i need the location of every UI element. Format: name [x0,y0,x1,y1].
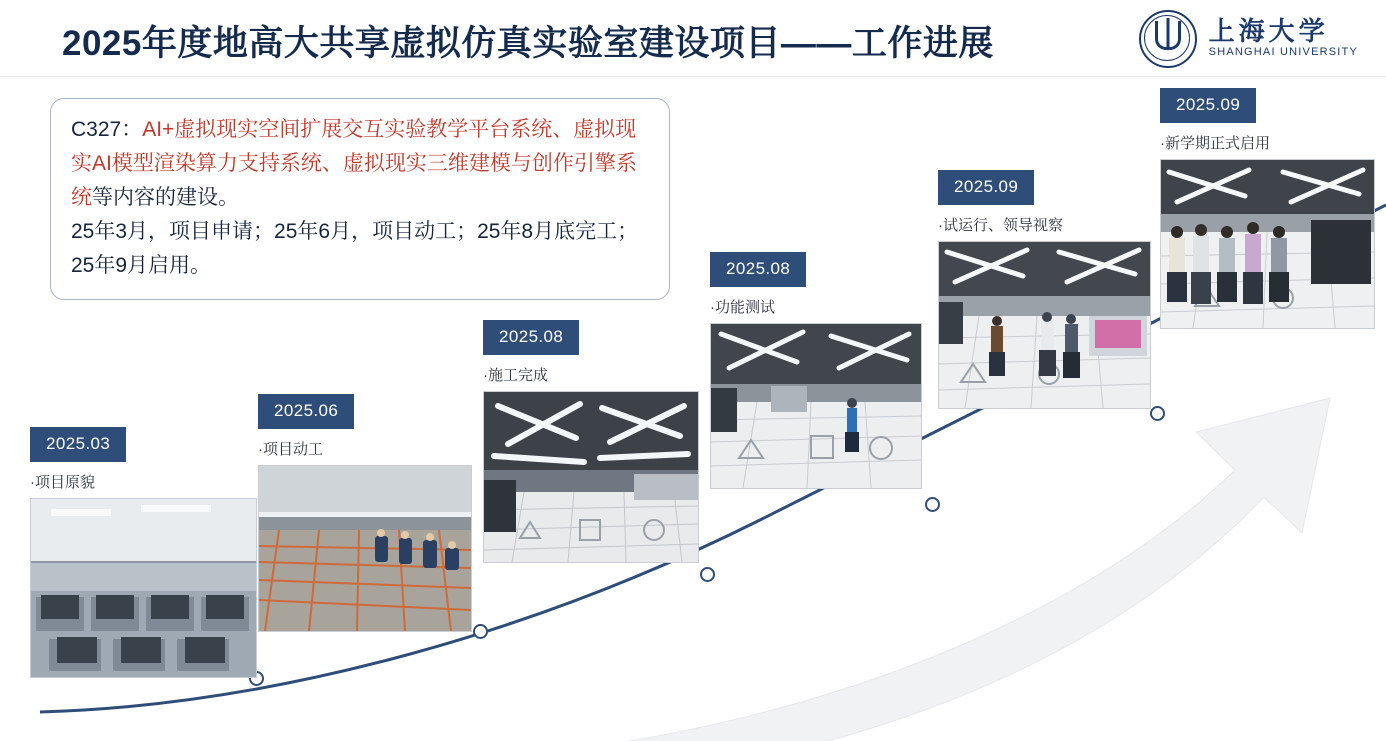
milestone-2-date: 2025.06 [258,394,354,429]
page-title: 2025年度地高大共享虚拟仿真实验室建设项目——工作进展 [62,24,994,63]
callout-suffix: 等内容的建设。 [92,186,239,210]
milestone-6-date: 2025.09 [1160,88,1256,123]
milestone-1-date: 2025.03 [30,427,126,462]
milestone-4-date: 2025.08 [710,252,806,287]
milestone-3-caption: ·施工完成 [483,367,548,384]
milestone-5-caption: ·试运行、领导视察 [938,217,1063,234]
milestone-6-photo [1160,159,1375,329]
milestone-5-date: 2025.09 [938,170,1034,205]
timeline-node-4 [925,497,940,512]
slide-header [0,0,1386,77]
milestone-6 [1160,88,1375,329]
milestone-2-photo [258,465,472,632]
callout-code: C327： [71,118,143,141]
milestone-4-caption: ·功能测试 [710,299,775,316]
callout-highlight: AI+虚拟现实空间扩展交互实验教学平台系统、虚拟现实AI模型渲染算力支持系统、虚拟现实三维建模与创作引擎系统 [71,118,637,210]
milestone-1 [30,427,257,678]
university-logo [1139,10,1358,68]
callout-line-1 [71,113,649,215]
project-description-callout [50,98,670,300]
milestone-5-photo [938,241,1151,409]
logo-text [1208,15,1358,61]
milestone-4-photo [710,323,922,489]
milestone-4 [710,252,922,489]
milestone-1-caption: ·项目原貌 [30,474,95,491]
logo-name-cn: 上海大学 [1208,15,1329,46]
milestone-2 [258,394,472,632]
milestone-3-date: 2025.08 [483,320,579,355]
timeline-node-3 [700,567,715,582]
milestone-1-photo [30,498,257,678]
timeline-node-5 [1150,406,1165,421]
callout-line-2: 25年3月，项目申请；25年6月，项目动工；25年8月底完工；25年9月启用。 [71,220,639,278]
shanghai-university-seal-icon [1139,10,1197,68]
milestone-3 [483,320,699,563]
milestone-5 [938,170,1151,409]
timeline-node-2 [473,624,488,639]
milestone-6-caption: ·新学期正式启用 [1160,135,1270,152]
logo-name-en: SHANGHAI UNIVERSITY [1208,45,1358,58]
milestone-2-caption: ·项目动工 [258,441,323,458]
milestone-3-photo [483,391,699,563]
